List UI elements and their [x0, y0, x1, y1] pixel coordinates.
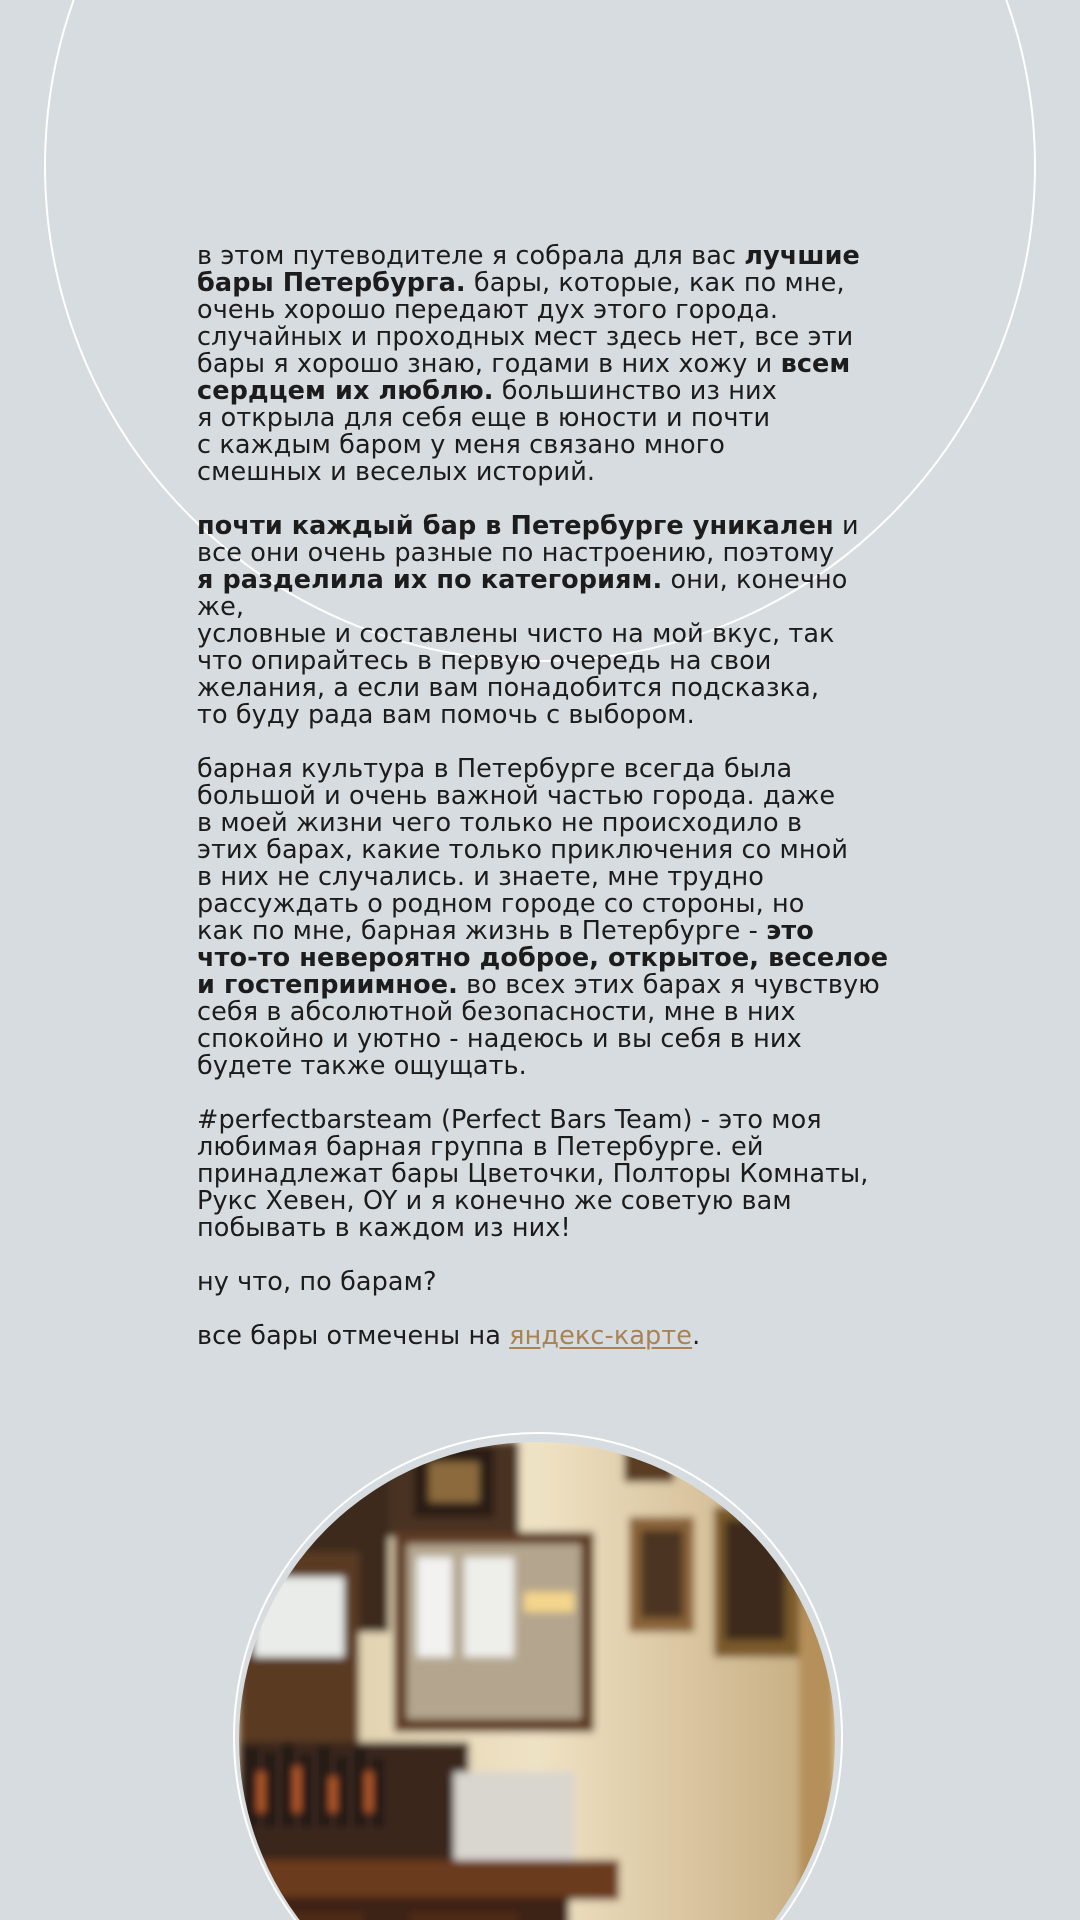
bar-photo-frame — [233, 1432, 846, 1920]
intro-paragraph-5: ну что, по барам? — [197, 1267, 437, 1297]
guide-intro-text — [197, 243, 897, 1377]
photo-circle-outline — [233, 1432, 843, 1920]
intro-paragraph-2 — [197, 513, 897, 729]
intro-paragraph-1 — [197, 243, 897, 486]
body-text: во всех этих барах я чувствую себя в абсолютной безопасности, мне в них спокойно и уютно - надеюсь и вы себя в них будете также ощущать. — [197, 970, 880, 1081]
yandex-map-link[interactable]: яндекс-карте — [509, 1321, 693, 1351]
emphasized-text: я разделила их по категориям. — [197, 565, 663, 595]
intro-paragraph-3 — [197, 756, 897, 1080]
emphasized-text: всем сердцем их люблю. — [197, 349, 851, 406]
emphasized-text: это что-то невероятно доброе, открытое, веселое и гостеприимное. — [197, 916, 889, 1000]
intro-paragraph-4: #perfectbarsteam (Perfect Bars Team) - это моя любимая барная группа в Петербурге. ей принадлежат бары Цветочки, Полторы Комнаты, Рукс Хевен, OY и я конечно же советую вам побывать в каждом из них! — [197, 1105, 869, 1243]
emphasized-text: лучшие бары Петербурга. — [197, 241, 860, 298]
intro-paragraph-6 — [197, 1323, 897, 1350]
map-note-text: все бары отмечены на — [197, 1321, 510, 1351]
body-text: бары, которые, как по мне, очень хорошо передают дух этого города. случайных и проходных мест здесь нет, все эти бары я хорошо знаю, годами в них хожу и — [197, 268, 854, 379]
body-text: они, конечно же, условные и составлены чисто на мой вкус, так что опирайтесь в первую очередь на свои желания, а если вам понадобится подсказка, то буду рада вам помочь с выбором. — [197, 565, 848, 730]
emphasized-text: почти каждый бар в Петербурге уникален — [197, 511, 834, 541]
body-text: и все они очень разные по настроению, поэтому — [197, 511, 859, 568]
body-text: в этом путеводителе я собрала для вас — [197, 241, 745, 271]
map-note-period: . — [692, 1321, 701, 1351]
body-text: большинство из них я открыла для себя еще в юности и почти с каждым баром у меня связано много смешных и веселых историй. — [197, 376, 777, 487]
body-text: барная культура в Петербурге всегда была большой и очень важной частью города. даже в моей жизни чего только не происходило в этих барах, какие только приключения со мной в них не случались. и знаете, мне трудно рассуждать о родном городе со стороны, но как по мне, барная жизнь в Петербурге - — [197, 754, 849, 946]
